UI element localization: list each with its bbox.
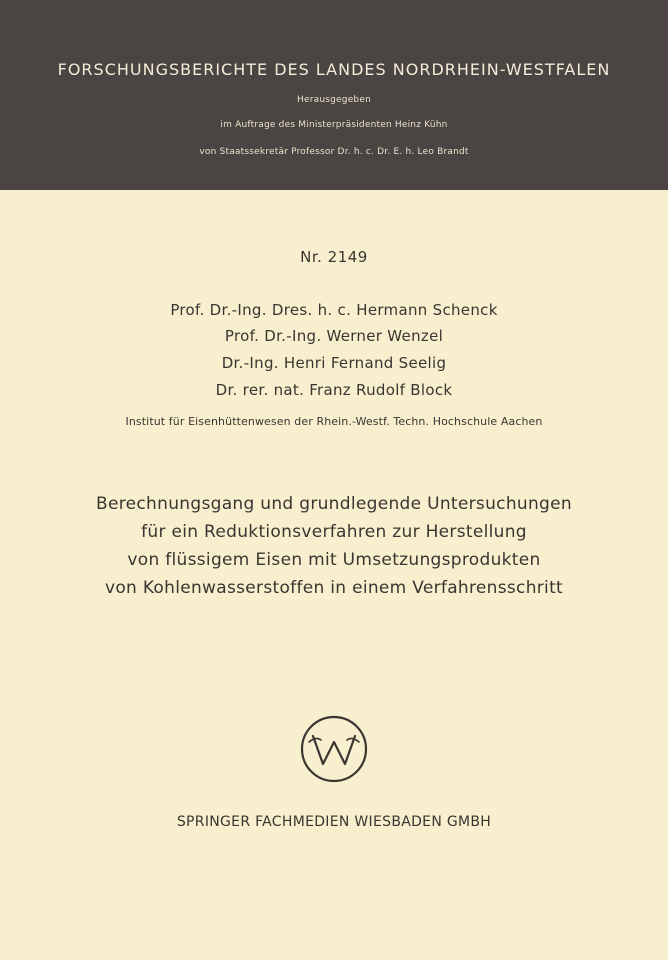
- commission-line: im Auftrage des Ministerpräsidenten Heinz Kühn: [220, 120, 448, 130]
- title-line-2: für ein Reduktionsverfahren zur Herstellung: [141, 522, 527, 542]
- report-number: Nr. 2149: [300, 248, 368, 266]
- title-line-3: von flüssigem Eisen mit Umsetzungsprodukten: [127, 550, 541, 570]
- header-band: [0, 0, 668, 190]
- secretary-line: von Staatssekretär Professor Dr. h. c. Dr. E. h. Leo Brandt: [199, 147, 469, 157]
- author-4: Dr. rer. nat. Franz Rudolf Block: [215, 381, 453, 399]
- author-2: Prof. Dr.-Ing. Werner Wenzel: [224, 327, 444, 345]
- title-line-4: von Kohlenwasserstoffen in einem Verfahrensschritt: [104, 578, 564, 598]
- series-title: FORSCHUNGSBERICHTE DES LANDES NORDRHEIN-WESTFALEN: [57, 60, 611, 79]
- author-3: Dr.-Ing. Henri Fernand Seelig: [221, 354, 447, 372]
- title-line-1: Berechnungsgang und grundlegende Untersuchungen: [96, 494, 572, 514]
- publisher-logo-icon: [299, 714, 369, 784]
- institute-line: Institut für Eisenhüttenwesen der Rhein.-Westf. Techn. Hochschule Aachen: [125, 415, 543, 428]
- editor-line: Herausgegeben: [297, 95, 371, 105]
- publisher-name: SPRINGER FACHMEDIEN WIESBADEN GMBH: [176, 814, 492, 830]
- author-1: Prof. Dr.-Ing. Dres. h. c. Hermann Schenck: [170, 301, 498, 319]
